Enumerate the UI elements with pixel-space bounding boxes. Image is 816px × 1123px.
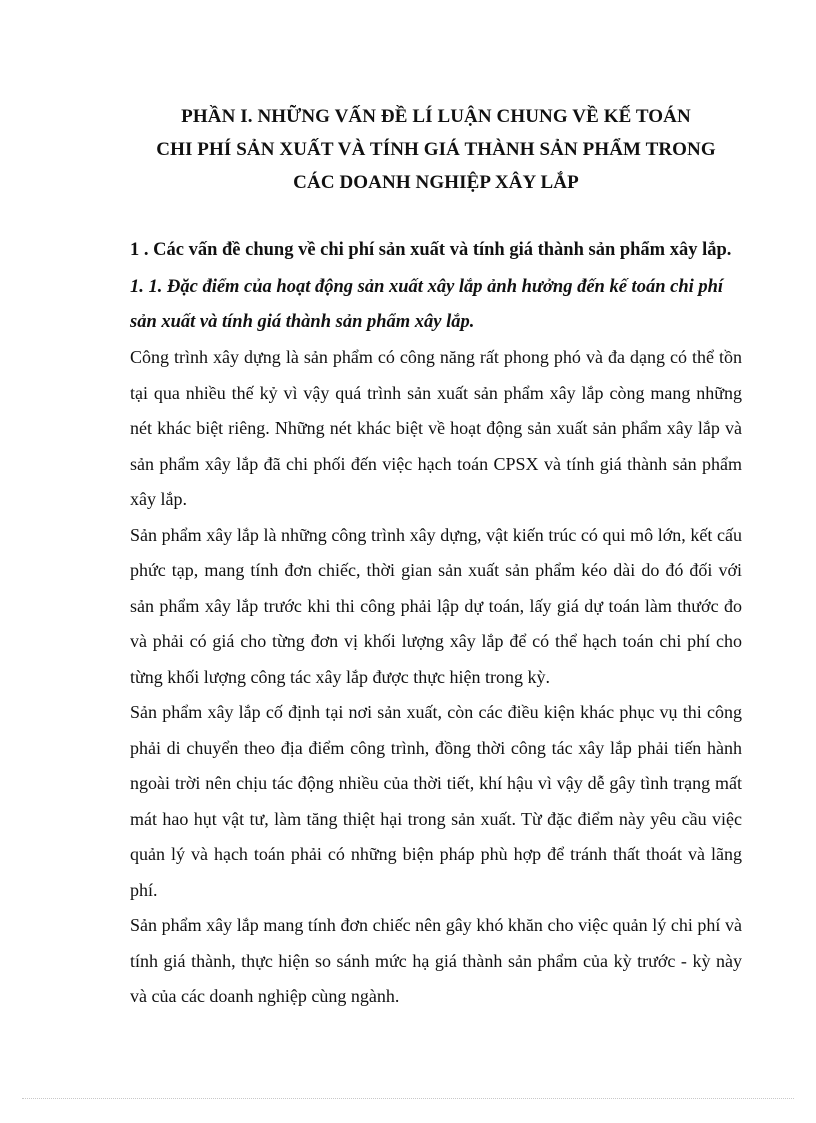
part-title-line-2: CHI PHÍ SẢN XUẤT VÀ TÍNH GIÁ THÀNH SẢN PHẨM TRONG bbox=[156, 139, 716, 160]
part-title bbox=[130, 100, 742, 199]
paragraph-2: Sản phẩm xây lắp là những công trình xây dựng, vật kiến trúc có qui mô lớn, kết cấu phức tạp, mang tính đơn chiếc, thời gian sản xuất sản phẩm kéo dài do đó đối với sản phẩm xây lắp trước khi thi công phải lập dự toán, lấy giá dự toán làm thước đo và phải có giá cho từng đơn vị khối lượng xây lắp để có thể hạch toán chi phí cho từng khối lượng công tác xây lắp được thực hiện trong kỳ. bbox=[130, 524, 742, 687]
paragraph-4: Sản phẩm xây lắp mang tính đơn chiếc nên gây khó khăn cho việc quản lý chi phí và tính giá thành, thực hiện so sánh mức hạ giá thành sản phẩm của kỳ trước - kỳ này và của các doanh nghiệp cùng ngành. bbox=[130, 915, 742, 1006]
section-1-1-heading: 1. 1. Đặc điểm của hoạt động sản xuất xây lắp ảnh hưởng đến kế toán chi phí sản xuất và tính giá thành sản phẩm xây lắp. bbox=[130, 277, 724, 332]
paragraph-1: Công trình xây dựng là sản phẩm có công năng rất phong phó và đa dạng có thể tồn tại qua nhiều thế kỷ vì vậy quá trình sản xuất sản phẩm xây lắp còng mang những nét khác biệt riêng. Những nét khác biệt về hoạt động sản xuất sản phẩm xây lắp và sản phẩm xây lắp đã chi phối đến việc hạch toán CPSX và tính giá thành sản phẩm xây lắp. bbox=[130, 347, 742, 509]
paragraph-3: Sản phẩm xây lắp cố định tại nơi sản xuất, còn các điều kiện khác phục vụ thi công phải di chuyển theo địa điểm công trình, đồng thời công tác xây lắp phải tiến hành ngoài trời nên chịu tác động nhiều của thời tiết, khí hậu vì vậy dễ gây tình trạng mất mát hao hụt vật tư, làm tăng thiệt hại trong sản xuất. Từ đặc điểm này yêu cầu việc quản lý và hạch toán phải có những biện pháp phù hợp để tránh thất thoát và lãng phí. bbox=[130, 702, 742, 900]
section-1-heading: 1 . Các vấn đề chung về chi phí sản xuất và tính giá thành sản phẩm xây lắp. bbox=[130, 240, 732, 260]
part-title-line-3: CÁC DOANH NGHIỆP XÂY LẮP bbox=[293, 172, 579, 193]
document-body bbox=[130, 100, 742, 1015]
part-title-line-1: PHẦN I. NHỮNG VẤN ĐỀ LÍ LUẬN CHUNG VỀ KẾ TOÁN bbox=[181, 106, 691, 127]
page-bottom-rule bbox=[22, 1098, 794, 1099]
